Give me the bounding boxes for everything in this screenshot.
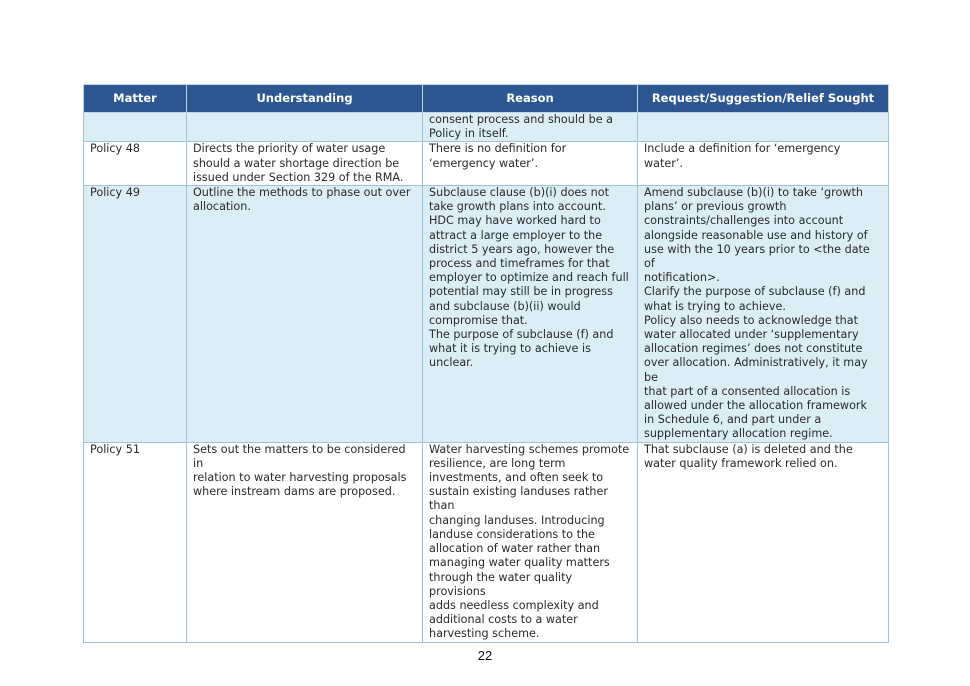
matter-cell: Policy 49 — [84, 186, 187, 443]
page-number: 22 — [477, 648, 493, 663]
matter-cell: Policy 48 — [84, 142, 187, 186]
reason-cell: Subclause clause (b)(i) does not take growth plans into account. HDC may have worked hard to attract a large employer to the district 5 years ago, however the process and timeframes for that employer to optimize and reach full potential may still be in progress and subclause (b)(ii) would compromise that. The purpose of subclause (f) and what it is trying to achieve is unclear. — [423, 186, 638, 443]
table-row — [84, 186, 889, 443]
understanding-cell: Sets out the matters to be considered in relation to water harvesting proposals where instream dams are proposed. — [187, 442, 423, 642]
header-matter: Matter — [84, 85, 187, 113]
matter-cell — [84, 113, 187, 142]
table-header-row — [84, 85, 889, 113]
request-cell: Include a definition for ‘emergency water’. — [638, 142, 889, 186]
submission-table — [83, 84, 889, 643]
understanding-cell: Directs the priority of water usage should a water shortage direction be issued under Section 329 of the RMA. — [187, 142, 423, 186]
understanding-cell — [187, 113, 423, 142]
request-cell: Amend subclause (b)(i) to take ‘growth plans’ or previous growth constraints/challenges into account alongside reasonable use and history of use with the 10 years prior to <the date of notification>. Clarify the purpose of subclause (f) and what is trying to achieve. Policy also needs to acknowledge that water allocated under ‘supplementary allocation regimes’ does not constitute over allocation. Administratively, it may be that part of a consented allocation is allowed under the allocation framework in Schedule 6, and part under a supplementary allocation regime. — [638, 186, 889, 443]
reason-cell: There is no definition for ‘emergency water’. — [423, 142, 638, 186]
understanding-cell: Outline the methods to phase out over allocation. — [187, 186, 423, 443]
reason-cell: Water harvesting schemes promote resilience, are long term investments, and often seek to sustain existing landuses rather than changing landuses. Introducing landuse considerations to the allocation of water rather than managing water quality matters through the water quality provisions adds needless complexity and additional costs to a water harvesting scheme. — [423, 442, 638, 642]
matter-cell: Policy 51 — [84, 442, 187, 642]
table-row — [84, 142, 889, 186]
header-understanding: Understanding — [187, 85, 423, 113]
header-request: Request/Suggestion/Relief Sought — [638, 85, 889, 113]
reason-cell: consent process and should be a Policy in itself. — [423, 113, 638, 142]
request-cell: That subclause (a) is deleted and the water quality framework relied on. — [638, 442, 889, 642]
header-reason: Reason — [423, 85, 638, 113]
table-row — [84, 442, 889, 642]
table-row — [84, 113, 889, 142]
request-cell — [638, 113, 889, 142]
